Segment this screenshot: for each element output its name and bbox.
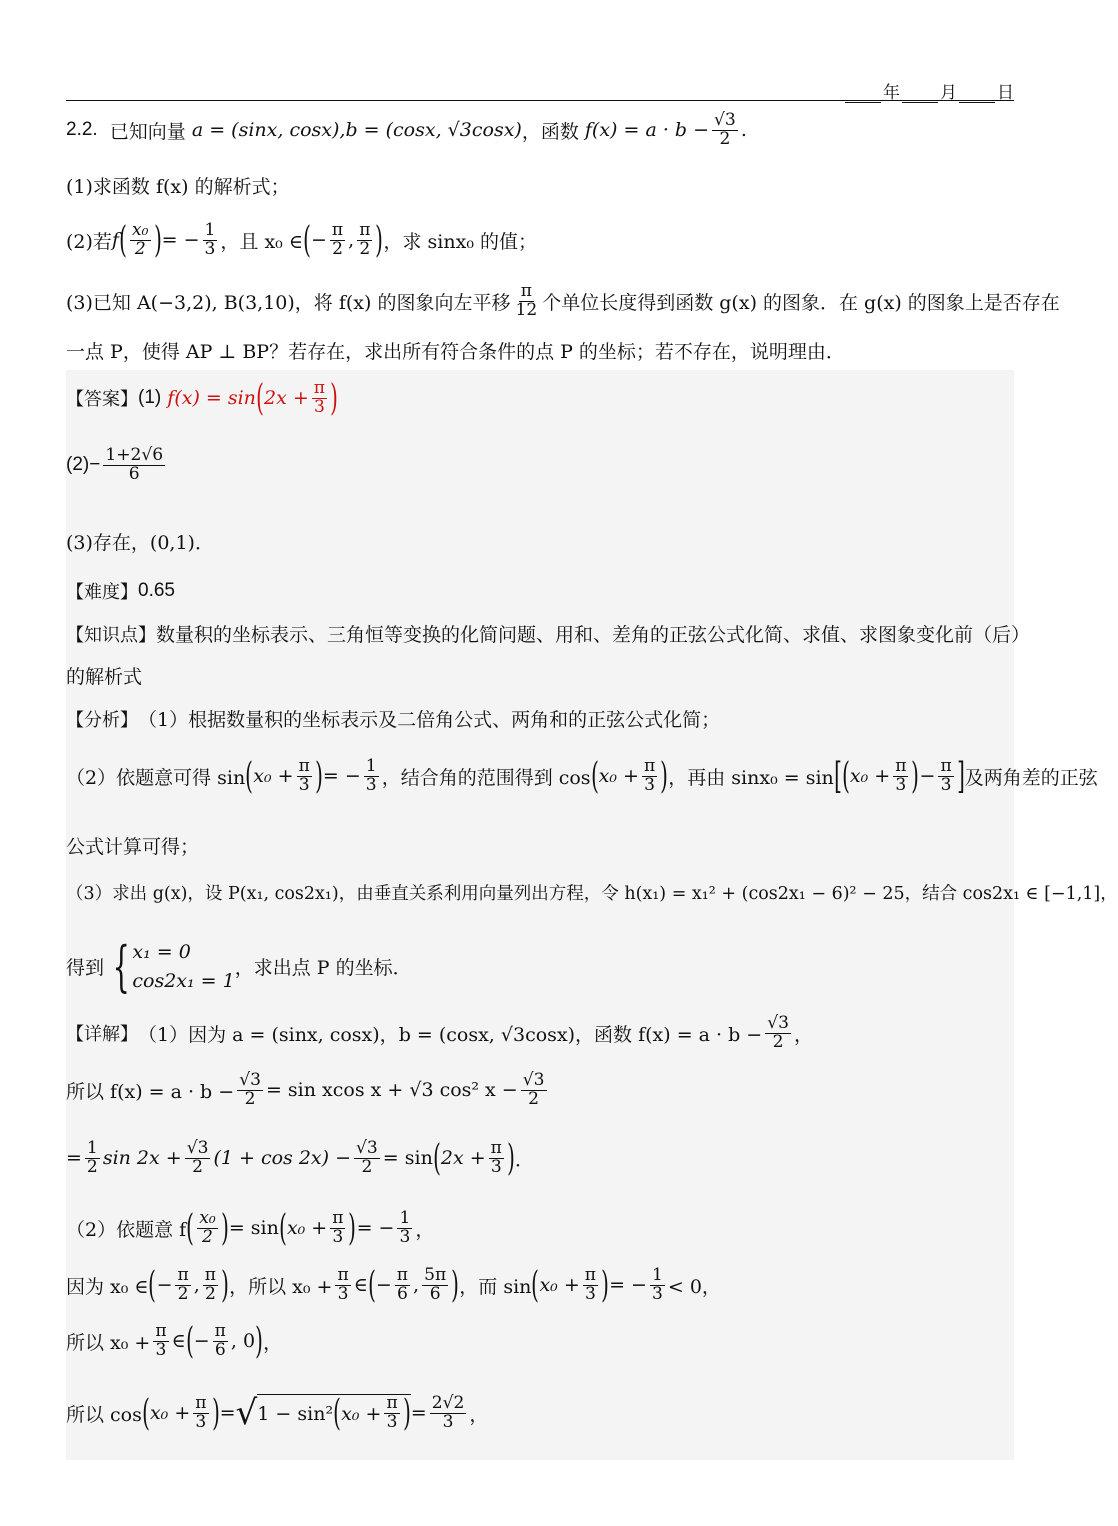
knowledge-text-1: 数量积的坐标表示、三角恒等变换的化简问题、用和、差角的正弦公式化简、求值、求图象变化前（后） (156, 624, 1031, 646)
fraction-pi-over-2: $\frac{\pi}{2}$ (359, 220, 371, 259)
analysis-p2-f: − (919, 765, 936, 788)
answer-1-formula: f(x) = sin (167, 387, 256, 410)
bracket-left: [ (833, 755, 842, 798)
detail-l6-c: , 0 (230, 1330, 256, 1353)
analysis-p2-d: ，结合角的范围得到 cos (381, 766, 591, 789)
function-def: f(x) = a · b − (584, 119, 710, 142)
detail-l3-c: (1 + cos 2x) − (213, 1147, 352, 1170)
paren-right: ) (911, 755, 920, 798)
detail-l5-f: < 0， (667, 1275, 721, 1298)
detail-line-4 (66, 1207, 1014, 1250)
paren-right: ) (348, 1207, 357, 1250)
q2-f: f (111, 229, 119, 252)
paren-left: ( (142, 1391, 150, 1434)
paren-left: ( (119, 219, 127, 262)
analysis-p2-b3: x₀ + (849, 765, 891, 788)
question-1-text: (1)求函数 f(x) 的解析式； (66, 176, 290, 198)
analysis-line-5 (66, 935, 1014, 998)
detail-l1-a: （1）因为 a = (sinx, cosx)， (138, 1023, 399, 1046)
detail-l6-a: 所以 x₀ + (66, 1331, 151, 1354)
detail-l3-a: = (66, 1147, 82, 1170)
fraction-pi-over-3: $\frac{\pi}{3}$ (584, 1265, 597, 1304)
paren-right: ) (660, 755, 669, 798)
analysis-p2-g: 及两角差的正弦 (964, 766, 1098, 789)
paren-left: ( (842, 755, 850, 798)
detail-l3-d: = sin (382, 1147, 433, 1170)
fraction-pi-over-3: $\frac{\pi}{3}$ (337, 1265, 349, 1304)
sqrt-radicand (257, 1392, 411, 1435)
analysis-p1: （1）根据数量积的坐标表示及二倍角公式、两角和的正弦公式化简； (138, 709, 721, 731)
fraction-pi-over-6: $\frac{\pi}{6}$ (214, 1321, 226, 1360)
fraction-pi-over-12: $\frac{\pi}{12}$ (515, 281, 538, 320)
fraction-1-over-3: $\frac{1}{3}$ (204, 220, 216, 259)
detail-l4-e: ， (415, 1218, 435, 1241)
analysis-p2-b: x₀ + (253, 765, 294, 788)
analysis-p2-e: ，再由 sinx₀ = sin (668, 766, 834, 789)
fraction-pi-over-3: $\frac{\pi}{3}$ (643, 756, 656, 795)
paren-left: ( (303, 219, 311, 262)
fraction-sqrt3-over-2: $\frac{√3}{2}$ (356, 1138, 378, 1177)
detail-l4-d: = − (356, 1217, 395, 1240)
question-1 (66, 172, 1014, 199)
problem-intro: 已知向量 (109, 120, 186, 143)
fraction-pi-over-3: $\frac{\pi}{3}$ (195, 1392, 207, 1432)
paren-left: ( (279, 1207, 287, 1250)
fraction-sqrt3-over-2: $\frac{√3}{2}$ (186, 1138, 209, 1177)
knowledge-tag: 【知识点】 (66, 624, 156, 645)
detail-l5-d: ，而 sin (459, 1275, 532, 1298)
analysis-p2-c: = − (322, 765, 361, 788)
answer-tag: 【答案】 (66, 389, 138, 410)
paren-left: ( (256, 377, 264, 420)
answer-line-2 (66, 447, 1014, 484)
detail-l7-x0: x₀ + (149, 1402, 191, 1424)
paren-left: ( (186, 1207, 195, 1250)
fraction-answer-2: $\frac{1+2√6}{6}$ (105, 445, 164, 484)
detail-line-3 (66, 1137, 1014, 1180)
detail-l7-d: = (410, 1402, 427, 1424)
month-label: 月 (940, 83, 957, 103)
detail-l7-x0b: x₀ + (341, 1402, 382, 1425)
detail-l7-e: ， (469, 1403, 489, 1426)
analysis-p2-a: （2）依题意可得 sin (66, 766, 246, 789)
fraction-pi-over-3: $\frac{\pi}{3}$ (940, 756, 952, 795)
analysis-line-1 (66, 705, 1014, 732)
fraction-pi-over-2: $\frac{\pi}{2}$ (331, 220, 344, 259)
fraction-pi-over-3: $\frac{\pi}{3}$ (895, 756, 907, 795)
problem-number: 2.2. (66, 119, 98, 141)
paren-right: ) (507, 1137, 515, 1180)
paren-left: ( (245, 755, 254, 798)
paren-left: ( (185, 1320, 194, 1363)
knowledge-line-1 (66, 620, 1031, 647)
answer-1-inner: 2x + (264, 387, 309, 410)
paren-right: ) (375, 219, 384, 262)
problem-line-1 (66, 112, 1014, 149)
detail-line-7 (66, 1393, 1014, 1433)
detail-l5-x0: x₀ + (539, 1274, 580, 1297)
answer-line-1 (66, 377, 1014, 420)
detail-l1-c: ， (794, 1023, 814, 1046)
detail-line-5: 因为 x₀ ∈ ( − $\frac{\pi}{2}$ , $\frac{\pi}{2}$ ) ，所以 x₀ + $\frac{\pi}{3}$ ∈ ( − $\frac{\pi}{6}$ , $\frac{5\pi}{6}$ ) ，而 sin ( x₀ + $\frac{\pi}{3}$ ) = − $\frac{1}{3}$ < 0， (66, 1264, 721, 1307)
analysis-p2-b2: x₀ + (598, 765, 639, 788)
day-label: 日 (997, 83, 1014, 103)
detail-l6-d: ， (263, 1331, 283, 1354)
detail-l4-c: x₀ + (286, 1217, 328, 1240)
question-3-line-2 (66, 337, 1014, 364)
answer-3-text: (3)存在，(0,1)． (66, 532, 214, 554)
fraction-1-over-3: $\frac{1}{3}$ (651, 1265, 663, 1304)
fraction-pi-over-2: $\frac{\pi}{2}$ (204, 1265, 217, 1304)
equation-system (104, 935, 235, 998)
paren-right: ) (402, 1392, 411, 1435)
system-row-2: cos2x₁ = 1 (132, 969, 235, 992)
detail-l3-e: 2x + (440, 1147, 486, 1170)
fraction-2sqrt2-over-3: $\frac{2√2}{3}$ (431, 1392, 465, 1432)
q3-text-a: (3)已知 A(−3,2), B(3,10)，将 f(x) 的图象向左平移 (66, 291, 511, 314)
paren-right: ) (330, 377, 338, 420)
paren-right: ) (314, 755, 323, 798)
fraction-x0-over-2: $\frac{\text{x₀}}{2}$ (132, 220, 149, 259)
answer-2-label: (2)− (66, 454, 101, 476)
analysis-line-3 (66, 832, 1014, 859)
fraction-pi-over-3: $\frac{\pi}{3}$ (386, 1393, 398, 1432)
system-row-1: x₁ = 0 (132, 941, 191, 963)
detail-l5-a: 因为 x₀ ∈ (66, 1275, 149, 1298)
analysis-p2-h: 公式计算可得； (66, 836, 200, 858)
detail-l7-a: 所以 cos (66, 1403, 142, 1426)
vector-a: a = (sinx, cosx), (191, 119, 346, 142)
detail-line-2 (66, 1072, 1014, 1109)
paren-left: ( (531, 1264, 540, 1307)
q2-prefix: (2)若 (66, 230, 112, 253)
detail-l5-e: = − (609, 1274, 647, 1297)
question-3-line-1 (66, 281, 1060, 320)
fraction-sqrt3-over-2: $\frac{√3}{2}$ (522, 1070, 545, 1109)
fraction-sqrt3-over-2: $\frac{√3}{2}$ (714, 110, 736, 149)
sqrt-sign: √ (235, 1393, 258, 1433)
fraction-5pi-over-6: $\frac{5\pi}{6}$ (424, 1265, 447, 1304)
paren-left: ( (148, 1264, 157, 1307)
period: . (740, 119, 747, 142)
analysis-p3-a: （3）求出 g(x)，设 P(x₁, cos2x₁)，由垂直关系利用向量列出方程，令 h(x₁) = x₁² + (cos2x₁ − 6)² − 25，结合 cos2x₁ ∈ [−1,1]， (66, 884, 1118, 904)
analysis-line-4 (66, 880, 1118, 905)
difficulty-tag: 【难度】 (66, 582, 138, 602)
difficulty-line (66, 578, 1014, 604)
fraction-pi-over-2: $\frac{\pi}{2}$ (177, 1265, 189, 1304)
paren-left: ( (590, 755, 599, 798)
function-intro: ，函数 (521, 120, 579, 143)
detail-line-6: 所以 x₀ + $\frac{\pi}{3}$ ∈ ( − $\frac{\pi}{6}$ , 0 ) ， (66, 1320, 283, 1363)
fraction-pi-over-3: $\frac{\pi}{3}$ (298, 756, 310, 795)
detail-l3-b: sin 2x + (102, 1147, 182, 1170)
year-label: 年 (883, 83, 900, 103)
fraction-pi-over-3: $\frac{\pi}{3}$ (332, 1208, 344, 1247)
fraction-x0-over-2: $\frac{\text{x₀}}{2}$ (199, 1208, 216, 1247)
detail-tag: 【详解】 (66, 1024, 138, 1045)
fraction-1-over-3: $\frac{1}{3}$ (365, 756, 377, 795)
paren-right: ) (255, 1320, 264, 1363)
detail-l7-c: 1 − sin² (257, 1402, 334, 1425)
detail-l7-b: = (219, 1402, 236, 1424)
analysis-p3-c: ，求出点 P 的坐标． (234, 957, 412, 979)
detail-l2-a: 所以 f(x) = a · b − (66, 1080, 235, 1103)
q2-suffix: ，求 sinx₀ 的值； (383, 230, 537, 253)
detail-l2-b: = sin xcos x + √3 cos² x − (265, 1079, 518, 1102)
detail-l3-f: ． (515, 1148, 535, 1171)
q3-text-c: 一点 P，使得 AP ⊥ BP？若存在，求出所有符合条件的点 P 的坐标；若不存在，说明理由． (66, 341, 845, 363)
analysis-tag: 【分析】 (66, 709, 138, 730)
detail-l1-b: b = (cosx, √3cosx)，函数 f(x) = a · b − (398, 1023, 763, 1046)
fraction-pi-over-3: $\frac{\pi}{3}$ (313, 378, 326, 417)
knowledge-text-2: 的解析式 (66, 666, 143, 688)
header-rule (66, 100, 1014, 101)
fraction-pi-over-6: $\frac{\pi}{6}$ (396, 1265, 409, 1304)
detail-l6-b: ∈ (171, 1330, 186, 1353)
answer-1-label: (1) (138, 387, 162, 409)
paren-left: ( (432, 1137, 441, 1180)
knowledge-line-2 (66, 662, 1014, 689)
fraction-1-over-2: $\frac{1}{2}$ (86, 1138, 98, 1177)
paren-right: ) (153, 219, 162, 262)
analysis-p3-b: 得到 (66, 957, 105, 979)
difficulty-value: 0.65 (138, 580, 175, 601)
fraction-sqrt3-over-2: $\frac{√3}{2}$ (239, 1070, 261, 1109)
brace-left: { (112, 935, 130, 998)
paren-right: ) (220, 1207, 229, 1250)
detail-l4-b: = sin (228, 1217, 279, 1240)
paren-left: ( (367, 1264, 376, 1307)
paren-left: ( (333, 1392, 341, 1435)
detail-l5-c: ∈ (353, 1274, 368, 1297)
paren-right: ) (221, 1264, 229, 1307)
fraction-pi-over-3: $\frac{\pi}{3}$ (155, 1321, 167, 1360)
fraction-1-over-3: $\frac{1}{3}$ (399, 1208, 411, 1247)
q2-range-text: ，且 x₀ ∈ (220, 230, 303, 253)
answer-line-3 (66, 528, 1014, 555)
detail-l4-a: （2）依题意 f (66, 1218, 187, 1241)
detail-l5-b: ，所以 x₀ + (229, 1275, 333, 1298)
paren-right: ) (601, 1264, 609, 1307)
paren-right: ) (451, 1264, 460, 1307)
paren-right: ) (211, 1391, 220, 1434)
fraction-sqrt3-over-2: $\frac{√3}{2}$ (767, 1013, 790, 1052)
analysis-line-2 (66, 755, 1098, 798)
question-2: (2)若 f ( $\frac{\text{x₀}}{2}$ ) = − $\frac{1}{3}$ ，且 x₀ ∈ ( − $\frac{\pi}{2}$ , $\frac{\pi}{2}$ ) ，求 sinx₀ 的值； (66, 219, 537, 262)
vector-b: b = (cosx, √3cosx) (345, 119, 522, 142)
q3-text-b: 个单位长度得到函数 g(x) 的图象．在 g(x) 的图象上是否存在 (542, 291, 1060, 314)
q2-equals: = − (161, 229, 200, 252)
fraction-pi-over-3: $\frac{\pi}{3}$ (490, 1138, 502, 1177)
detail-line-1 (66, 1015, 1014, 1052)
bracket-right: ] (956, 755, 965, 798)
